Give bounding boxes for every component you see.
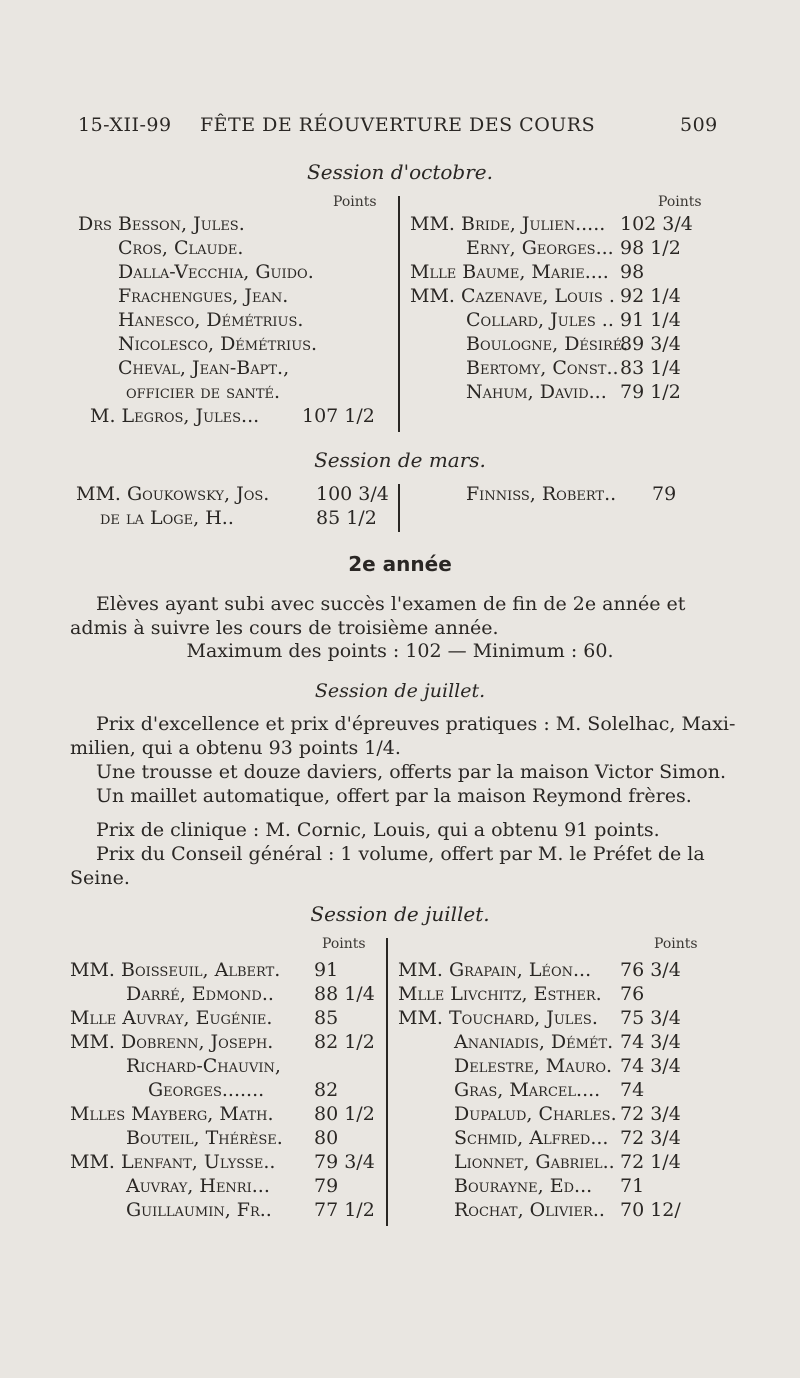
entry-points: 80 1/2 [314,1103,375,1125]
prize-line: Un maillet automatique, offert par la maison Reymond frères. [96,785,692,807]
entry-points: 80 [314,1127,339,1149]
prize-line: milien, qui a obtenu 93 points 1/4. [70,737,401,759]
entry-name: Erny, Georges... [466,237,614,259]
entry-name: MM. Touchard, Jules. [398,1007,598,1029]
entry-name: de la Loge, H.. [100,507,234,529]
entry-name: Mlles Mayberg, Math. [70,1103,274,1125]
points-header-right: Points [658,194,702,210]
entry-name: Drs Besson, Jules. [78,213,245,235]
entry-name: Mlle Baume, Marie.... [410,261,609,283]
entry-points: 79 [652,483,677,505]
running-head-date: 15-XII-99 [78,114,172,136]
session-juillet-subheading: Session de juillet. [314,680,486,702]
entry-name: Dalla-Vecchia, Guido. [118,261,314,283]
entry-points: 76 [620,983,645,1005]
entry-name: Mlle Auvray, Eugénie. [70,1007,273,1029]
session-juillet-heading: Session de juillet. [310,902,490,926]
entry-name: MM. Bride, Julien..... [410,213,606,235]
entry-points: 91 [314,959,339,981]
entry-points: 82 1/2 [314,1031,375,1053]
entry-points: 98 [620,261,645,283]
entry-name: Delestre, Mauro. [454,1055,613,1077]
entry-name: Georges....... [148,1079,265,1101]
entry-points: 72 1/4 [620,1151,681,1173]
prize-line: Prix de clinique : M. Cornic, Louis, qui a obtenu 91 points. [96,819,660,841]
session-octobre-heading: Session d'octobre. [307,160,493,184]
entry-points: 71 [620,1175,645,1197]
page-number: 509 [680,114,718,136]
prize-line: Prix du Conseil général : 1 volume, offert par M. le Préfet de la [96,843,705,865]
column-divider [398,484,400,532]
entry-name: Darré, Edmond.. [126,983,274,1005]
entry-points: 79 [314,1175,339,1197]
entry-name: Ananiadis, Démét. [454,1031,614,1053]
entry-name: Cros, Claude. [118,237,244,259]
entry-name: Auvray, Henri... [126,1175,270,1197]
entry-name: Finniss, Robert.. [466,483,617,505]
entry-name: Frachengues, Jean. [118,285,289,307]
entry-points: 102 3/4 [620,213,693,235]
entry-points: 85 [314,1007,339,1029]
deuxieme-annee-heading: 2e année [348,552,452,576]
entry-points: 88 1/4 [314,983,375,1005]
entry-points: 91 1/4 [620,309,681,331]
entry-name: Richard-Chauvin, [126,1055,281,1077]
entry-points: 70 12/ [620,1199,681,1221]
min-max-points: Maximum des points : 102 — Minimum : 60. [186,640,614,662]
entry-points: 72 3/4 [620,1103,681,1125]
entry-points: 74 3/4 [620,1031,681,1053]
entry-points: 92 1/4 [620,285,681,307]
entry-name: MM. Grapain, Léon... [398,959,592,981]
entry-points: 72 3/4 [620,1127,681,1149]
entry-points: 74 3/4 [620,1055,681,1077]
prize-line: Une trousse et douze daviers, offerts par la maison Victor Simon. [96,761,726,783]
entry-points: 100 3/4 [316,483,389,505]
entry-name: M. Legros, Jules... [90,405,260,427]
session-mars-heading: Session de mars. [314,448,486,472]
entry-points: 82 [314,1079,339,1101]
points-header-left: Points [322,936,366,952]
entry-name: Cheval, Jean-Bapt., [118,357,290,379]
prize-line: Prix d'excellence et prix d'épreuves pratiques : M. Solelhac, Maxi- [96,713,736,735]
entry-name: Bourayne, Ed... [454,1175,593,1197]
entry-name: Rochat, Olivier.. [454,1199,605,1221]
entry-name: Schmid, Alfred... [454,1127,609,1149]
points-header-right: Points [654,936,698,952]
entry-name: MM. Boisseuil, Albert. [70,959,281,981]
entry-name: MM. Cazenave, Louis . [410,285,615,307]
entry-points: 79 3/4 [314,1151,375,1173]
column-divider [386,938,388,1226]
entry-name: MM. Lenfant, Ulysse.. [70,1151,276,1173]
entry-name: Boulogne, Désiré. [466,333,629,355]
intro-line-2: admis à suivre les cours de troisième année. [70,617,499,639]
entry-name: Guillaumin, Fr.. [126,1199,272,1221]
column-divider [398,196,400,432]
running-head-title: FÊTE DE RÉOUVERTURE DES COURS [200,114,596,136]
entry-name: Dupalud, Charles. [454,1103,617,1125]
entry-name: Collard, Jules .. [466,309,614,331]
entry-name: MM. Dobrenn, Joseph. [70,1031,274,1053]
entry-name: Lionnet, Gabriel.. [454,1151,615,1173]
entry-name: Nicolesco, Démétrius. [118,333,318,355]
entry-points: 74 [620,1079,645,1101]
entry-name: Bouteil, Thérèse. [126,1127,283,1149]
entry-name: MM. Goukowsky, Jos. [76,483,270,505]
entry-name: Hanesco, Démétrius. [118,309,304,331]
entry-name: officier de santé. [126,381,281,403]
entry-name: Nahum, David... [466,381,607,403]
entry-points: 79 1/2 [620,381,681,403]
entry-points: 76 3/4 [620,959,681,981]
entry-points: 83 1/4 [620,357,681,379]
entry-points: 89 3/4 [620,333,681,355]
entry-points: 75 3/4 [620,1007,681,1029]
entry-name: Mlle Livchitz, Esther. [398,983,602,1005]
entry-name: Bertomy, Const.. [466,357,619,379]
entry-points: 85 1/2 [316,507,377,529]
entry-points: 107 1/2 [302,405,375,427]
points-header-left: Points [333,194,377,210]
entry-points: 98 1/2 [620,237,681,259]
intro-line-1: Elèves ayant subi avec succès l'examen de fin de 2e année et [96,593,686,615]
prize-line: Seine. [70,867,130,889]
entry-name: Gras, Marcel.... [454,1079,601,1101]
entry-points: 77 1/2 [314,1199,375,1221]
